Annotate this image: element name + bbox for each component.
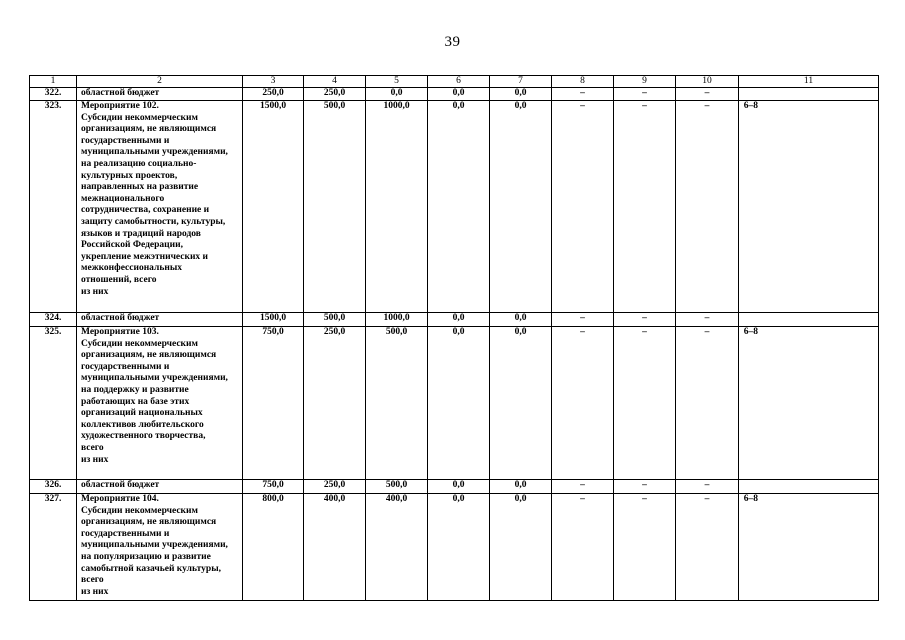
header-cell: 2 bbox=[77, 76, 243, 88]
cell-col10: – bbox=[676, 494, 739, 601]
cell-col9: – bbox=[614, 480, 676, 494]
cell-col4: 500,0 bbox=[304, 101, 366, 313]
cell-col10: – bbox=[676, 101, 739, 313]
cell-col6: 0,0 bbox=[428, 88, 490, 101]
header-cell: 5 bbox=[366, 76, 428, 88]
cell-col4: 250,0 bbox=[304, 480, 366, 494]
cell-total: 1500,0 bbox=[243, 313, 304, 327]
page-number: 39 bbox=[444, 34, 461, 50]
cell-col4: 250,0 bbox=[304, 327, 366, 480]
cell-col8: – bbox=[552, 88, 614, 101]
cell-col4: 250,0 bbox=[304, 88, 366, 101]
cell-col7: 0,0 bbox=[490, 327, 552, 480]
cell-col5: 400,0 bbox=[366, 494, 428, 601]
cell-col6: 0,0 bbox=[428, 313, 490, 327]
table-row bbox=[30, 101, 879, 313]
table-row bbox=[30, 480, 879, 494]
table-row bbox=[30, 88, 879, 101]
header-cell: 9 bbox=[614, 76, 676, 88]
cell-col7: 0,0 bbox=[490, 480, 552, 494]
cell-total: 800,0 bbox=[243, 494, 304, 601]
cell-col11 bbox=[739, 313, 879, 327]
cell-col10: – bbox=[676, 313, 739, 327]
cell-col5: 1000,0 bbox=[366, 101, 428, 313]
cell-col8: – bbox=[552, 327, 614, 480]
header-cell: 3 bbox=[243, 76, 304, 88]
row-number: 323. bbox=[30, 101, 77, 313]
row-number: 324. bbox=[30, 313, 77, 327]
budget-table bbox=[29, 75, 879, 601]
table-row bbox=[30, 494, 879, 601]
cell-col11: 6–8 bbox=[739, 494, 879, 601]
cell-col8: – bbox=[552, 101, 614, 313]
cell-col9: – bbox=[614, 88, 676, 101]
row-description: Мероприятие 104. Субсидии некоммерческим организациям, не являющимся государственными и муниципальными учреждениями, на популяризацию и развитие самобытной казачьей культуры, всего из них bbox=[77, 494, 243, 601]
row-number: 326. bbox=[30, 480, 77, 494]
header-cell: 10 bbox=[676, 76, 739, 88]
column-number-header bbox=[30, 76, 879, 88]
cell-col4: 400,0 bbox=[304, 494, 366, 601]
cell-col9: – bbox=[614, 327, 676, 480]
cell-col11: 6–8 bbox=[739, 101, 879, 313]
cell-total: 750,0 bbox=[243, 480, 304, 494]
cell-col6: 0,0 bbox=[428, 327, 490, 480]
cell-col7: 0,0 bbox=[490, 88, 552, 101]
cell-col5: 1000,0 bbox=[366, 313, 428, 327]
row-description: областной бюджет bbox=[77, 313, 243, 327]
row-number: 322. bbox=[30, 88, 77, 101]
cell-col11 bbox=[739, 480, 879, 494]
cell-total: 1500,0 bbox=[243, 101, 304, 313]
cell-col9: – bbox=[614, 494, 676, 601]
table-row bbox=[30, 327, 879, 480]
cell-total: 750,0 bbox=[243, 327, 304, 480]
cell-col10: – bbox=[676, 327, 739, 480]
cell-col7: 0,0 bbox=[490, 494, 552, 601]
row-number: 325. bbox=[30, 327, 77, 480]
cell-col8: – bbox=[552, 313, 614, 327]
header-cell: 1 bbox=[30, 76, 77, 88]
cell-col9: – bbox=[614, 313, 676, 327]
cell-col7: 0,0 bbox=[490, 101, 552, 313]
header-cell: 8 bbox=[552, 76, 614, 88]
row-description: областной бюджет bbox=[77, 88, 243, 101]
cell-col5: 0,0 bbox=[366, 88, 428, 101]
cell-col8: – bbox=[552, 494, 614, 601]
cell-col9: – bbox=[614, 101, 676, 313]
cell-col4: 500,0 bbox=[304, 313, 366, 327]
cell-col5: 500,0 bbox=[366, 327, 428, 480]
cell-col11 bbox=[739, 88, 879, 101]
cell-col6: 0,0 bbox=[428, 494, 490, 601]
row-description: Мероприятие 102. Субсидии некоммерческим организациям, не являющимся государственными и муниципальными учреждениями, на реализацию социально- культурных проектов, направленных на развитие межнационального сотрудничества, сохранение и защиту самобытности, культуры, языков и традиций народов Российской Федерации, укрепление межэтнических и межконфессиональных отношений, всего из них bbox=[77, 101, 243, 313]
header-cell: 7 bbox=[490, 76, 552, 88]
header-cell: 4 bbox=[304, 76, 366, 88]
row-description: областной бюджет bbox=[77, 480, 243, 494]
cell-col8: – bbox=[552, 480, 614, 494]
header-cell: 6 bbox=[428, 76, 490, 88]
cell-total: 250,0 bbox=[243, 88, 304, 101]
cell-col5: 500,0 bbox=[366, 480, 428, 494]
cell-col6: 0,0 bbox=[428, 101, 490, 313]
header-cell: 11 bbox=[739, 76, 879, 88]
cell-col11: 6–8 bbox=[739, 327, 879, 480]
cell-col10: – bbox=[676, 88, 739, 101]
cell-col10: – bbox=[676, 480, 739, 494]
table-row bbox=[30, 313, 879, 327]
cell-col6: 0,0 bbox=[428, 480, 490, 494]
cell-col7: 0,0 bbox=[490, 313, 552, 327]
row-description: Мероприятие 103. Субсидии некоммерческим организациям, не являющимся государственными и муниципальными учреждениями, на поддержку и развитие работающих на базе этих организаций национальных коллективов любительского художественного творчества, всего из них bbox=[77, 327, 243, 480]
row-number: 327. bbox=[30, 494, 77, 601]
